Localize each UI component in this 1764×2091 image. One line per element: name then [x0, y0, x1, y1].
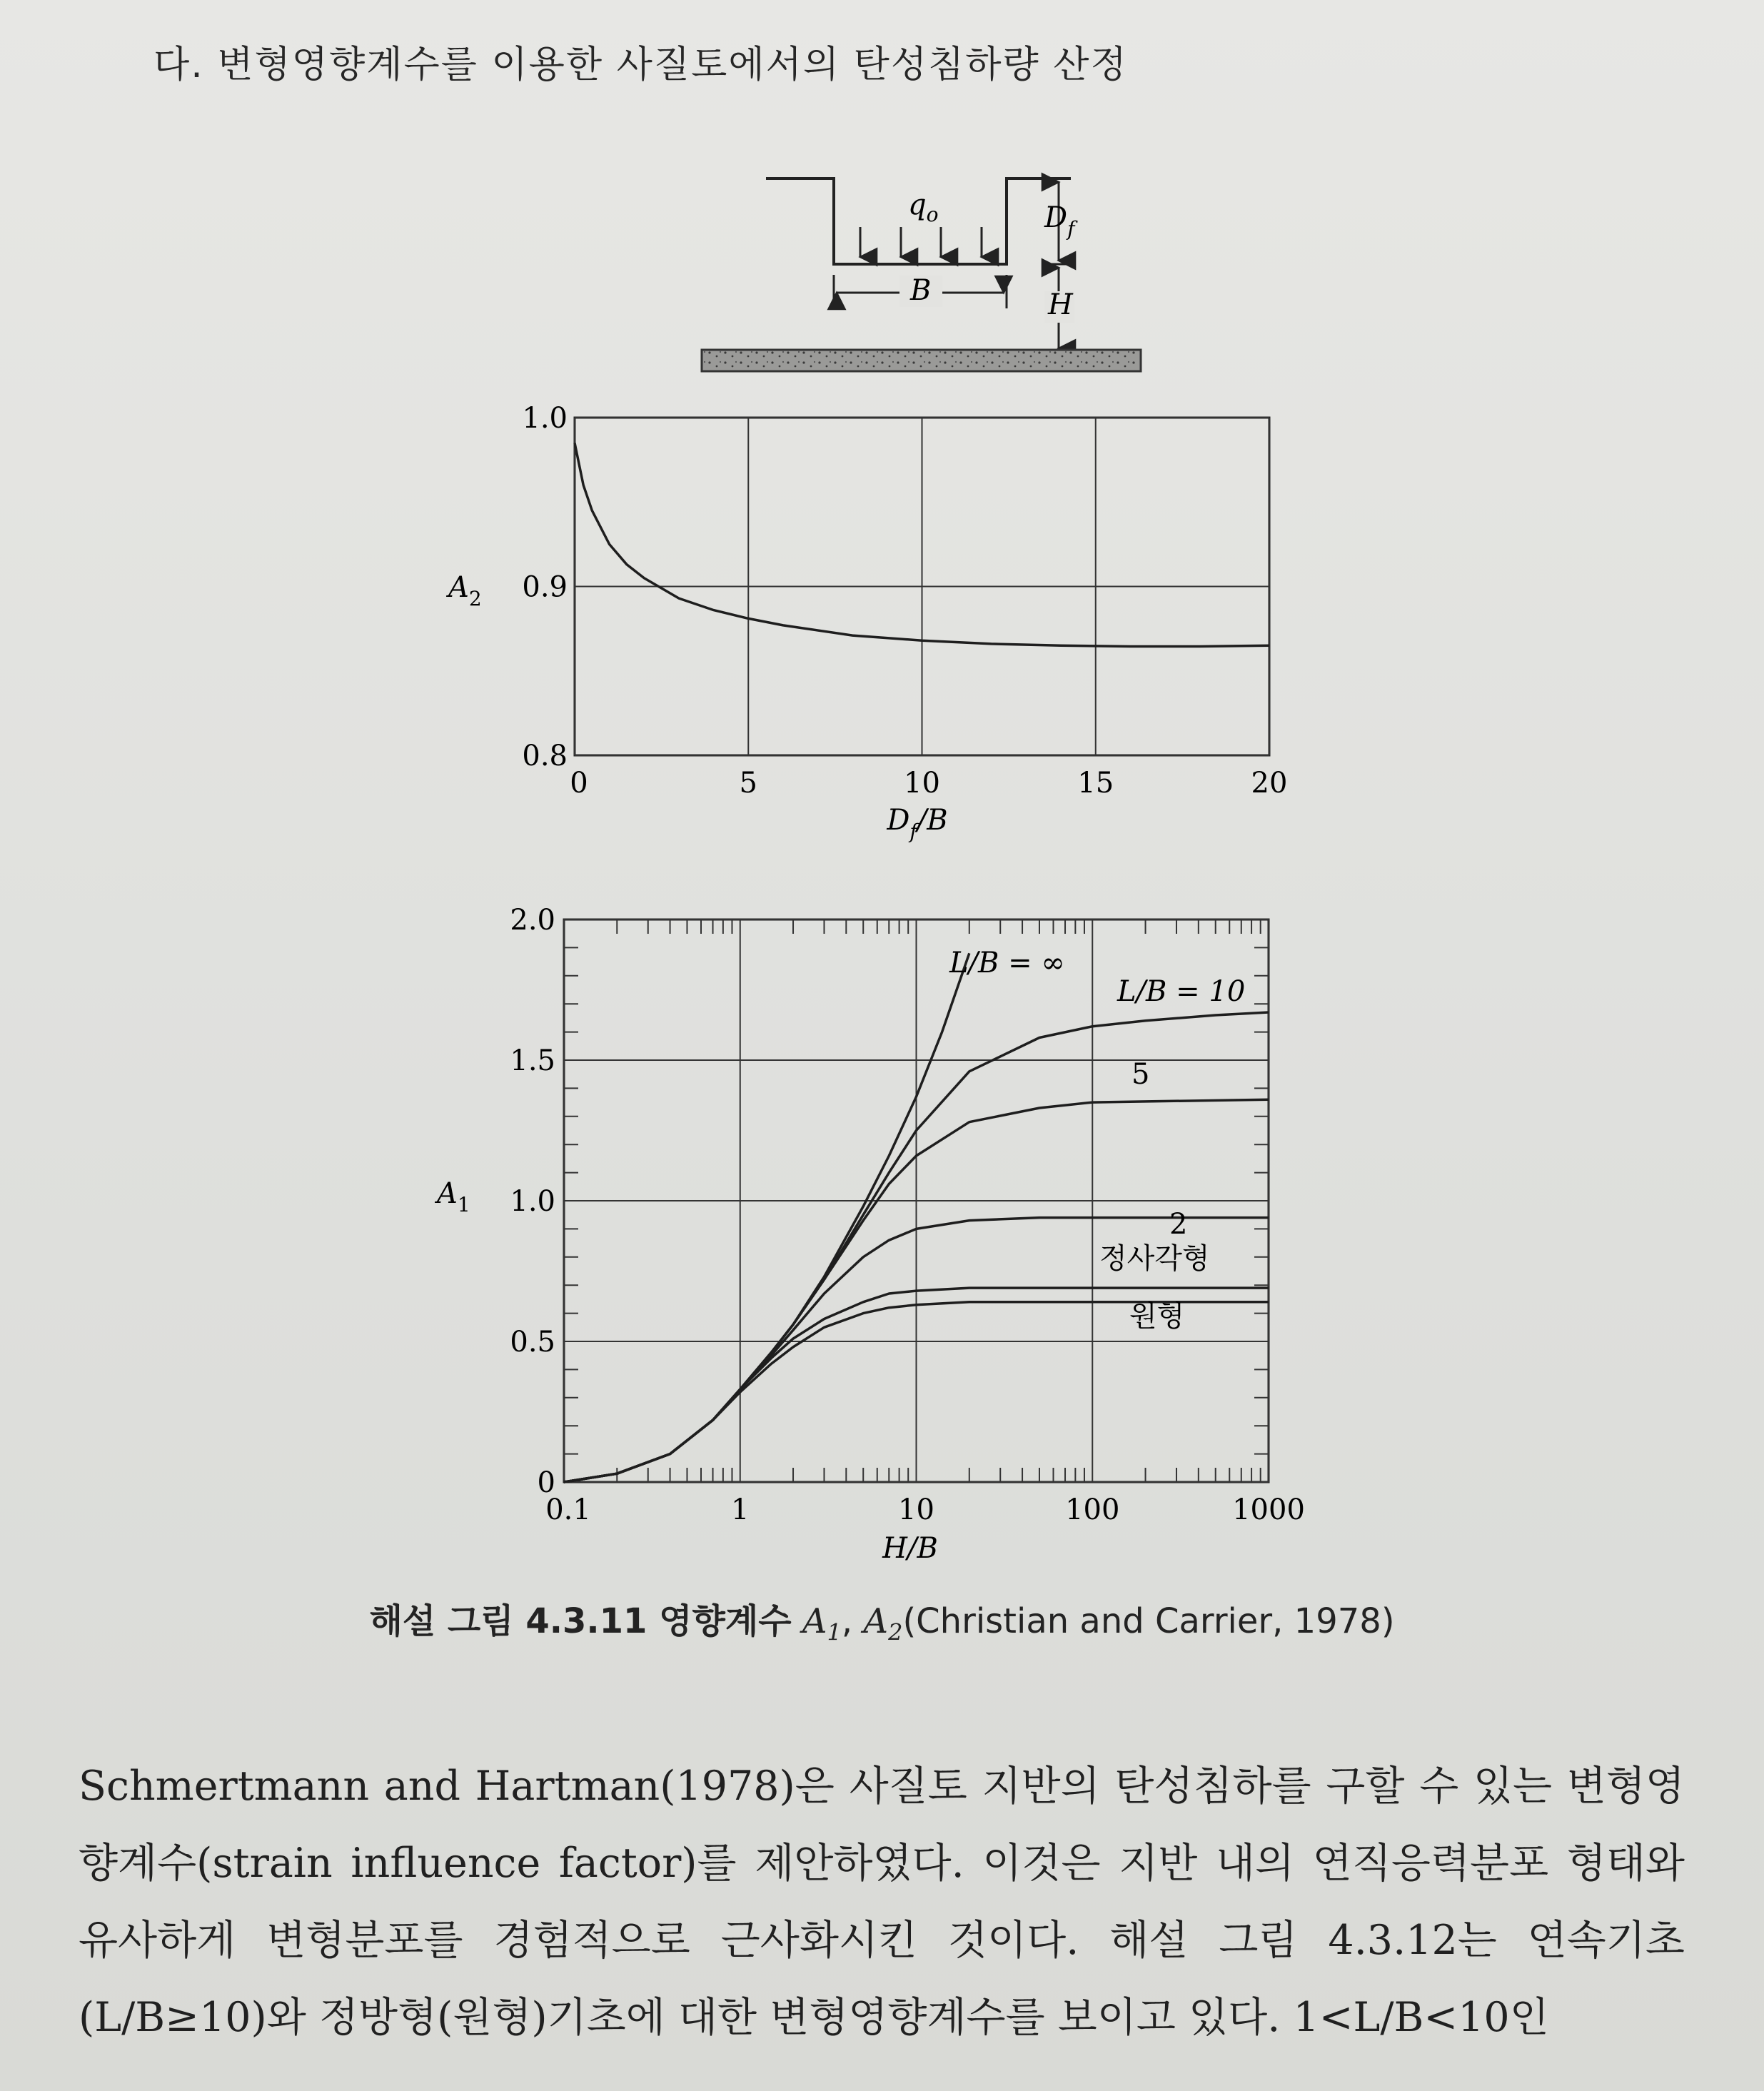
a1-xtick-label: 1000	[1232, 1493, 1305, 1526]
caption-symbol-a1: $A_1$	[802, 1601, 842, 1646]
a2-xtick-label: 20	[1251, 767, 1288, 800]
curve-label-square: 정사각형	[1099, 1242, 1210, 1275]
caption-symbol-a2: $A_2$	[863, 1601, 903, 1646]
body-paragraph	[79, 1748, 1685, 2056]
a2-xtick-label: 10	[904, 767, 940, 800]
caption-comma: ,	[841, 1601, 864, 1641]
curve-label-inf: L/B = ∞	[949, 947, 1065, 979]
chart-a1	[434, 904, 1305, 1565]
a1-xtick-label: 10	[898, 1493, 934, 1526]
depth-label: $D_f$	[1044, 201, 1075, 241]
a1-xtick-label: 0.1	[545, 1493, 591, 1526]
chart-a1-xlabel: H/B	[882, 1532, 938, 1565]
paragraph-text: Schmertmann and Hartman(1978)은 사질토 지반의 탄성침하를 구할 수 있는 변형영향계수(strain influence factor)를 제안하였다. 이것은 지반 내의 연직응력분포 형태와 유사하게 변형분포를 경험적으로 근사화시킨 것이다. 해설 그림 4.3.12는 연속기초(L/B≥10)와 정방형(원형)기초에 대한 변형영향계수를 보이고 있다. 1<L/B<10인	[79, 1763, 1685, 2041]
a2-ytick-label: 1.0	[522, 402, 568, 435]
a1-ytick-label: 0.5	[510, 1326, 555, 1359]
a1-ytick-label: 1.5	[510, 1044, 555, 1077]
a1-ytick-label: 2.0	[510, 904, 555, 937]
layer-label: H	[1048, 288, 1073, 321]
figure-caption	[0, 1593, 1764, 1646]
curve-label-2: 2	[1169, 1208, 1188, 1241]
a2-xtick-label: 15	[1077, 767, 1114, 800]
curve-label-5: 5	[1132, 1058, 1150, 1091]
rigid-base-layer	[702, 350, 1141, 371]
chart-a2-ylabel: $A_2$	[448, 571, 482, 610]
a1-xtick-label: 1	[731, 1493, 750, 1526]
width-label: B	[910, 274, 932, 307]
a1-ytick-label: 1.0	[510, 1185, 555, 1218]
caption-source: (Christian and Carrier, 1978)	[902, 1601, 1395, 1641]
a2-ytick-label: 0.8	[522, 740, 568, 772]
a1-xtick-label: 100	[1065, 1493, 1120, 1526]
a2-ytick-label: 0.9	[522, 570, 568, 604]
a1-series-line	[564, 953, 969, 1482]
chart-a2-xlabel: $D_f/B$	[887, 804, 948, 843]
curve-label-circle: 원형	[1129, 1300, 1185, 1333]
load-label: $q_o$	[908, 188, 939, 226]
a1-ytick-label: 0	[537, 1466, 555, 1499]
chart-a2	[445, 402, 1287, 843]
a2-xtick-label: 0	[570, 767, 588, 800]
chart-a1-ylabel: $A_1$	[437, 1177, 470, 1216]
section-heading: 다. 변형영향계수를 이용한 사질토에서의 탄성침하량 산정	[153, 44, 1128, 86]
caption-prefix: 해설 그림 4.3.11 영향계수	[369, 1601, 792, 1641]
load-arrows	[860, 227, 982, 257]
curve-label-10: L/B = 10	[1117, 975, 1246, 1008]
footing-schematic	[702, 178, 1141, 371]
a2-xtick-label: 5	[739, 767, 757, 800]
